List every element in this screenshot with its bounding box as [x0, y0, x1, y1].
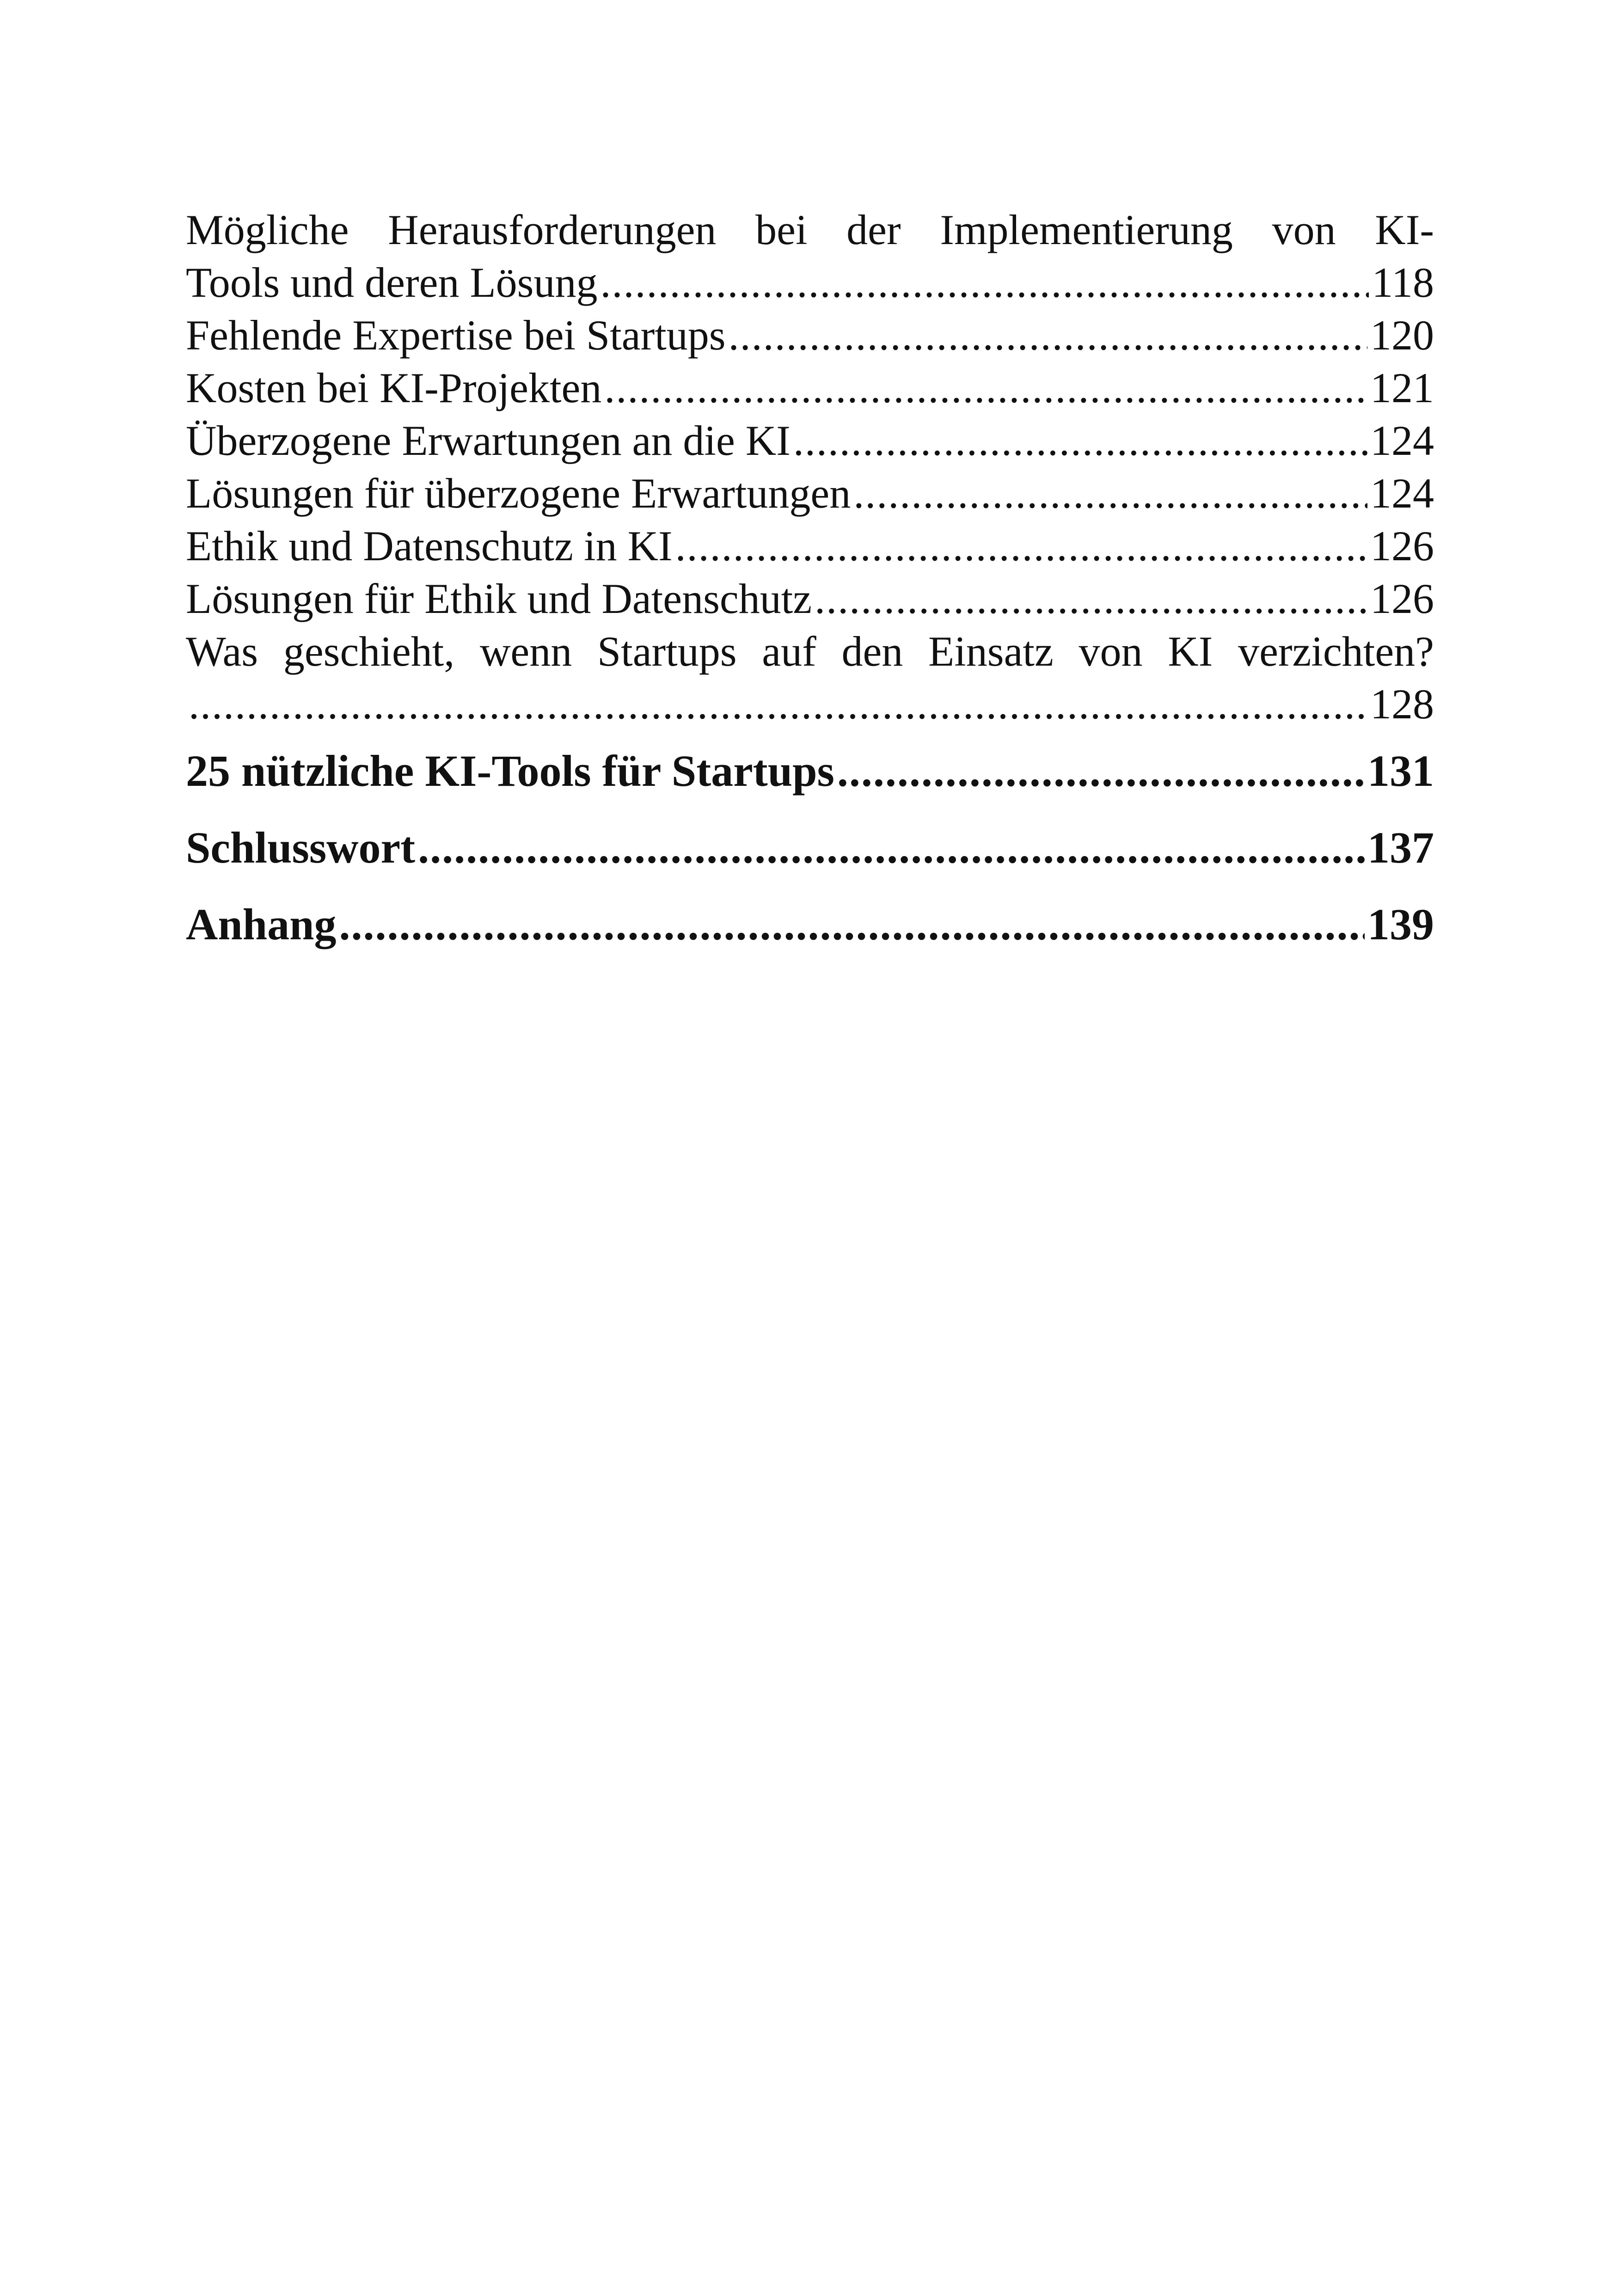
dot-leader — [189, 678, 1367, 730]
toc-chapter-title: Anhang — [186, 900, 337, 949]
toc-entry[interactable] — [186, 361, 1434, 414]
toc-entry-page: 120 — [1370, 312, 1434, 359]
toc-entry[interactable] — [186, 414, 1434, 467]
toc-chapter[interactable] — [186, 743, 1434, 799]
toc-entry-page: 124 — [1370, 417, 1434, 464]
toc-entry-title: Überzogene Erwartungen an die KI — [186, 417, 791, 464]
dot-leader — [339, 897, 1365, 952]
toc-entry-page: 128 — [1370, 680, 1434, 728]
toc-entry[interactable] — [186, 572, 1434, 625]
toc-entry-title: Lösungen für Ethik und Datenschutz — [186, 575, 812, 622]
toc-entry-title-line1: Mögliche Herausforderungen bei der Implementierung von KI- — [186, 206, 1434, 253]
toc-entry[interactable] — [186, 625, 1434, 730]
dot-leader — [815, 572, 1367, 625]
dot-leader — [729, 309, 1367, 361]
toc-chapter-page: 139 — [1367, 900, 1434, 949]
toc-chapter-page: 131 — [1367, 746, 1434, 796]
toc-entry-row — [186, 256, 1434, 309]
toc-entry-page: 126 — [1370, 522, 1434, 569]
dot-leader — [675, 520, 1367, 572]
dot-leader — [853, 467, 1367, 520]
toc-entry-title: Fehlende Expertise bei Startups — [186, 312, 726, 359]
toc-entry-title: Ethik und Datenschutz in KI — [186, 522, 673, 569]
toc-entry[interactable] — [186, 467, 1434, 520]
toc-entry-row — [186, 678, 1434, 730]
toc-entry-page: 124 — [1370, 470, 1434, 517]
toc-entry[interactable] — [186, 309, 1434, 361]
toc-entry-title: Kosten bei KI-Projekten — [186, 364, 602, 411]
toc-entry-page: 118 — [1372, 259, 1434, 306]
toc-entry-title-line1: Was geschieht, wenn Startups auf den Einsatz von KI verzichten? — [186, 628, 1434, 675]
toc-entry[interactable] — [186, 203, 1434, 309]
dot-leader — [604, 361, 1367, 414]
toc-chapter-page: 137 — [1367, 823, 1434, 872]
toc-chapter-title: Schlusswort — [186, 823, 416, 872]
dot-leader — [837, 743, 1365, 799]
table-of-contents — [186, 203, 1434, 952]
toc-chapter-title: 25 nützliche KI-Tools für Startups — [186, 746, 834, 796]
toc-entry-title: Lösungen für überzogene Erwartungen — [186, 470, 851, 517]
toc-entry-title: Tools und deren Lösung — [186, 259, 598, 306]
toc-chapter[interactable] — [186, 820, 1434, 876]
dot-leader — [418, 820, 1365, 876]
dot-leader — [793, 414, 1367, 467]
toc-chapter[interactable] — [186, 897, 1434, 952]
toc-entry-page: 121 — [1370, 364, 1434, 411]
toc-entry-page: 126 — [1370, 575, 1434, 622]
dot-leader — [600, 256, 1369, 309]
toc-entry[interactable] — [186, 520, 1434, 572]
